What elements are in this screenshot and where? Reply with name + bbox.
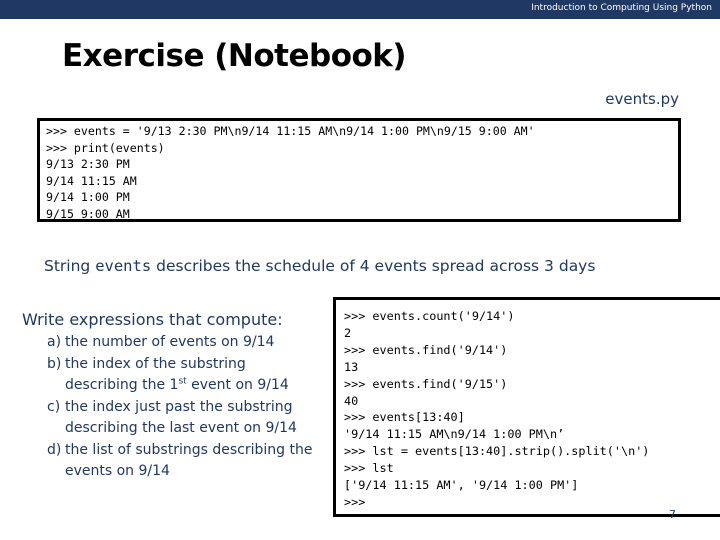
code-line: >>> events.find('9/14'): [344, 342, 508, 357]
code-line: 9/13 2:30 PM: [46, 157, 130, 172]
code-line: >>> print(events): [46, 140, 165, 155]
code-line: >>> events.count('9/14'): [344, 309, 515, 323]
task-item-b: [47, 354, 317, 397]
page-number: 7: [669, 508, 676, 521]
header-bar: [0, 0, 720, 19]
task-text: the index of the substring describing the 1: [65, 355, 246, 393]
events-code-box: [37, 118, 681, 222]
code-line: '9/14 11:15 AM\n9/14 1:00 PM\n’: [344, 427, 565, 442]
code-line: 9/15 9:00 AM: [46, 206, 130, 221]
task-text: the index just past the substring describing the last event on 9/14: [65, 398, 297, 436]
answer-code-box: [333, 297, 720, 517]
description-variable: events: [95, 257, 152, 275]
description-prefix: String: [44, 257, 96, 275]
course-title: Introduction to Computing Using Python: [531, 3, 712, 13]
task-text-suffix: event on 9/14: [186, 377, 289, 393]
code-line: >>> lst: [344, 461, 394, 476]
task-superscript: st: [178, 376, 187, 387]
code-line: 13: [344, 359, 359, 374]
task-letter: d): [47, 441, 62, 458]
task-list: [47, 332, 317, 483]
code-line: >>> events[13:40]: [344, 410, 465, 425]
task-letter: a): [47, 334, 62, 350]
task-letter: b): [47, 355, 62, 372]
code-line: 2: [344, 325, 352, 340]
code-line: 40: [344, 393, 359, 408]
task-text: the number of events on 9/14: [65, 334, 275, 350]
tasks-heading: Write expressions that compute:: [22, 310, 283, 329]
slide-title: Exercise (Notebook): [62, 38, 407, 74]
code-line: >>> events.find('9/15'): [344, 376, 508, 391]
task-letter: c): [47, 398, 61, 415]
code-line: >>> lst = events[13:40].strip().split('\n'): [344, 444, 650, 459]
file-label: events.py: [605, 90, 679, 108]
code-line: 9/14 11:15 AM: [46, 173, 137, 188]
code-line: >>>: [344, 494, 366, 509]
code-line: 9/14 1:00 PM: [46, 190, 130, 205]
task-item-c: [47, 397, 317, 440]
task-text: the list of substrings describing the events on 9/14: [65, 441, 313, 479]
task-item-a: [47, 332, 317, 354]
schedule-description: [44, 257, 595, 275]
task-item-d: [47, 440, 317, 483]
description-suffix: describes the schedule of 4 events spread across 3 days: [151, 257, 596, 275]
code-line: >>> events = '9/13 2:30 PM\n9/14 11:15 AM\n9/14 1:00 PM\n9/15 9:00 AM': [46, 124, 535, 138]
code-line: ['9/14 11:15 AM', '9/14 1:00 PM']: [344, 478, 579, 493]
